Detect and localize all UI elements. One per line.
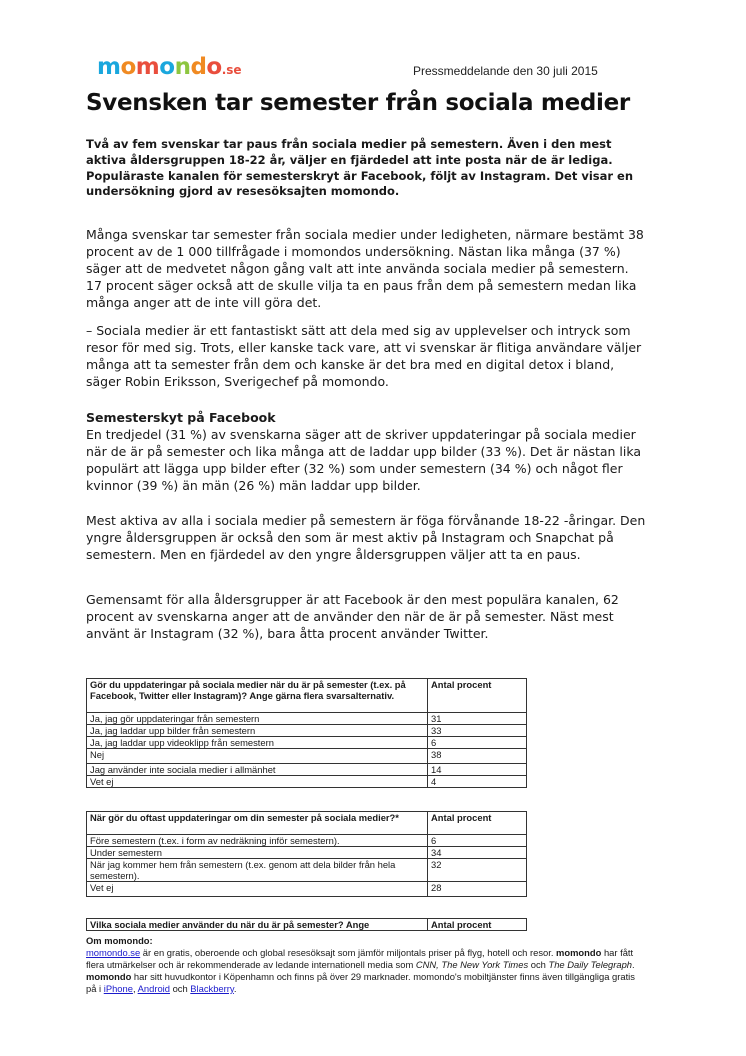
row-value: 6	[428, 835, 527, 847]
blackberry-link[interactable]: Blackberry	[190, 983, 234, 994]
table-row	[87, 776, 527, 788]
press-release-date: Pressmeddelande den 30 juli 2015	[413, 64, 598, 78]
momondo-site-link[interactable]: momondo.se	[86, 947, 141, 958]
row-value: 33	[428, 725, 527, 737]
table-header-row	[87, 679, 527, 713]
brand-name: momondo	[86, 971, 132, 982]
table-row	[87, 749, 527, 764]
logo-tld: .se	[221, 63, 242, 77]
section-2	[86, 410, 646, 495]
momondo-logo	[97, 54, 242, 80]
brand-name: momondo	[556, 947, 602, 958]
about-text-part: har sitt huvudkontor i Köpenhamn och finns på över 29 marknader. momondo's mobiltjänster finns även tillgängliga gratis på i	[86, 971, 635, 994]
about-text-part: och	[528, 959, 549, 970]
about-text-part: ,	[132, 983, 138, 994]
paragraph-3: En tredjedel (31 %) av svenskarna säger att de skriver uppdateringar på sociala medier när de är på semester och lika många att de laddar upp bilder (33 %). Det är nästan lika populärt att lägga upp bilder efter (32 %) som under semestern (34 %) och något fler kvinnor (39 %) än män (26 %) män laddar upp bilder.	[86, 426, 642, 493]
row-label: Ja, jag laddar upp videoklipp från semestern	[87, 737, 428, 749]
table-row	[87, 737, 527, 749]
table-question: Vilka sociala medier använder du när du är på semester? Ange	[87, 919, 428, 931]
paragraph-4: Mest aktiva av alla i sociala medier på semestern är föga förvånande 18-22 -åringar. Den yngre åldersgruppen är också den som är mest aktiv på Instagram och Snapchat på semestern. Men en fjärdedel av den yngre åldersgruppen väljer att ta en paus.	[86, 513, 646, 562]
row-label: När jag kommer hem från semestern (t.ex. genom att dela bilder från hela semestern).	[87, 859, 428, 882]
about-text-part: .	[233, 983, 237, 994]
subheading: Semesterskyt på Facebook	[86, 410, 276, 425]
about-text-part: .	[632, 959, 635, 970]
row-label: Vet ej	[87, 882, 428, 897]
page-title: Svensken tar semester från sociala medier	[86, 90, 630, 116]
iphone-link[interactable]: iPhone	[103, 983, 133, 994]
row-value: 38	[428, 749, 527, 764]
logo-letter: n	[174, 54, 191, 80]
row-value: 34	[428, 847, 527, 859]
media-name: The Daily Telegraph	[548, 959, 633, 970]
logo-letter: m	[135, 54, 160, 80]
about-section	[86, 935, 646, 995]
table-header-row	[87, 919, 527, 931]
table-header-row	[87, 812, 527, 835]
table-column-header: Antal procent	[428, 919, 527, 931]
row-label: Jag använder inte sociala medier i allmänhet	[87, 764, 428, 776]
table-question: Gör du uppdateringar på sociala medier när du är på semester (t.ex. på Facebook, Twitter eller Instagram)? Ange gärna flera svarsalternativ.	[87, 679, 428, 713]
row-label: Under semestern	[87, 847, 428, 859]
row-value: 32	[428, 859, 527, 882]
survey-table-channels	[86, 918, 527, 931]
table-row	[87, 847, 527, 859]
table-row	[87, 764, 527, 776]
row-label: Nej	[87, 749, 428, 764]
logo-letter: d	[190, 54, 207, 80]
row-label: Före semestern (t.ex. i form av nedräkning inför semestern).	[87, 835, 428, 847]
logo-letter: o	[206, 54, 222, 80]
logo-letter: m	[97, 54, 121, 80]
lead-paragraph: Två av fem svenskar tar paus från sociala medier på semestern. Även i den mest aktiva åldersgruppen 18-22 år, väljer en fjärdedel att inte posta när de är lediga. Populäraste kanalen för semesterskryt är Facebook, följt av Instagram. Det visar en undersökning gjord av resesöksajten momondo.	[86, 137, 634, 199]
paragraph-5: Gemensamt för alla åldersgrupper är att Facebook är den mest populära kanalen, 62 procent av svenskarna anger att de använder den när de är på semester. Näst mest använt är Instagram (32 %), bara åtta procent använder Twitter.	[86, 592, 619, 641]
paragraph-2: – Sociala medier är ett fantastiskt sätt att dela med sig av upplevelser och intryck som resor för med sig. Trots, eller kanske tack vare, att vi svenskar är flitiga användare väljer många att ta semester från dem och kanske är det bra med en digital detox i bland, säger Robin Eriksson, Sverigechef på momondo.	[86, 323, 642, 389]
table-column-header: Antal procent	[428, 679, 527, 713]
table-row	[87, 859, 527, 882]
survey-table-timing	[86, 811, 527, 897]
row-label: Ja, jag gör uppdateringar från semestern	[87, 713, 428, 725]
about-text-part: är en gratis, oberoende och global resesöksajt som jämför miljontals priser på flyg, hotell och resor.	[140, 947, 557, 958]
media-names: CNN, The New York Times	[415, 959, 529, 970]
table-row	[87, 882, 527, 897]
row-value: 6	[428, 737, 527, 749]
row-value: 4	[428, 776, 527, 788]
about-heading: Om momondo:	[86, 935, 153, 946]
row-value: 28	[428, 882, 527, 897]
table-row	[87, 713, 527, 725]
logo-letter: o	[159, 54, 175, 80]
table-row	[87, 725, 527, 737]
logo-letter: o	[120, 54, 136, 80]
row-label: Ja, jag laddar upp bilder från semestern	[87, 725, 428, 737]
table-column-header: Antal procent	[428, 812, 527, 835]
about-text-part: och	[169, 983, 191, 994]
paragraph-1: Många svenskar tar semester från sociala medier under ledigheten, närmare bestämt 38 procent av de 1 000 tillfrågade i momondos undersökning. Nästan lika många (37 %) säger att de medvetet någon gång valt att inte använda sociala medier på semestern. 17 procent säger också att de skulle vilja ta en paus från dem på semestern medan lika många anger att de inte vill göra det.	[86, 227, 644, 310]
about-text	[86, 947, 646, 995]
table-question: När gör du oftast uppdateringar om din semester på sociala medier?*	[87, 812, 428, 835]
android-link[interactable]: Android	[137, 983, 170, 994]
about-text-part: har fått flera utmärkelser och är rekommenderade av ledande internationell media som	[86, 947, 634, 970]
table-row	[87, 835, 527, 847]
row-label: Vet ej	[87, 776, 428, 788]
row-value: 31	[428, 713, 527, 725]
row-value: 14	[428, 764, 527, 776]
survey-table-updates	[86, 678, 527, 788]
